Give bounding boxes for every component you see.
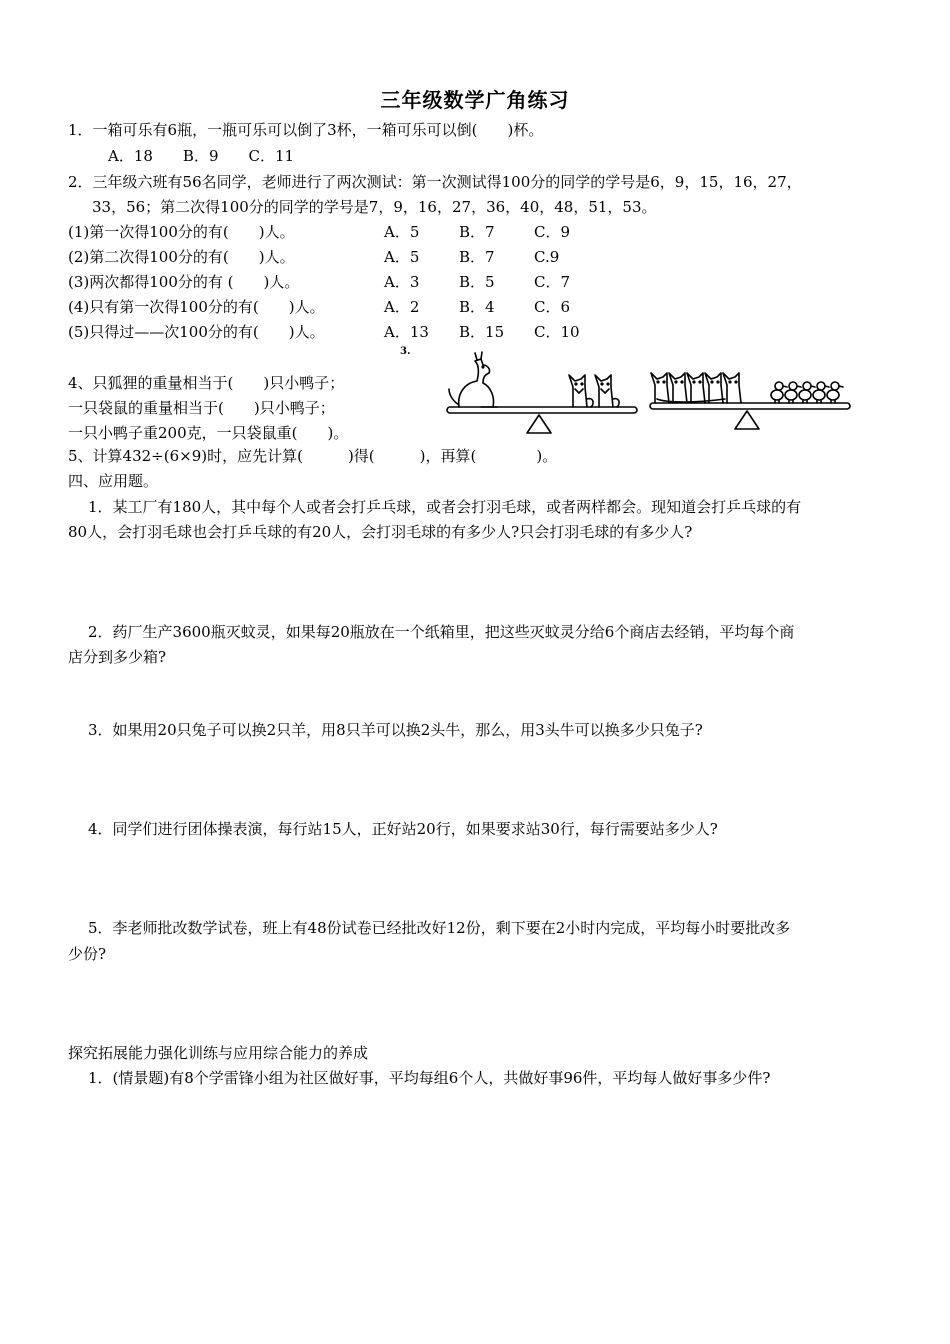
- question-2-line-2: 33，56；第二次得100分的同学的学号是7，9，16，27，36，40，48，51，53。: [92, 198, 657, 216]
- application-question-5-line-1: 5．李老师批改数学试卷，班上有48份试卷已经批改好12份，剩下要在2小时内完成，平均每小时要批改多: [88, 919, 791, 937]
- application-question-4: 4．同学们进行团体操表演，每行站15人，正好站20行，如果要求站30行，每行需要站多少人?: [88, 820, 718, 838]
- question-4-line-1: 4、只狐狸的重量相当于( )只小鸭子；: [68, 374, 345, 392]
- fox-icon: [723, 373, 741, 403]
- fox-icon: [705, 373, 723, 403]
- option-b: B．7: [459, 248, 495, 266]
- option-c: C．7: [534, 273, 571, 291]
- question-1-options: A．18 B．9 C．11: [108, 147, 295, 165]
- question-4-line-3: 一只小鸭子重200克，一只袋鼠重( )。: [68, 424, 349, 442]
- application-question-1-line-1: 1．某工厂有180人，其中每个人或者会打乒乓球，或者会打羽毛球，或者两样都会。现知道会打乒乓球的有: [88, 498, 802, 516]
- application-question-2-line-1: 2．药厂生产3600瓶灭蚊灵，如果每20瓶放在一个纸箱里，把这些灭蚊灵分给6个商店去经销，平均每个商: [88, 623, 795, 641]
- fox-icon: [569, 375, 593, 407]
- option-b: B．7: [459, 223, 495, 241]
- option-a: A．2: [384, 298, 420, 316]
- option-b: B．4: [459, 298, 495, 316]
- question-4-line-2: 一只袋鼠的重量相当于( )只小鸭子；: [68, 399, 335, 417]
- application-question-5-line-2: 少份?: [68, 945, 107, 963]
- duck-icon: [813, 382, 829, 403]
- figure-number: 3.: [400, 346, 411, 357]
- question-2-line-1: 2．三年级六班有56名同学，老师进行了两次测试：第一次测试得100分的同学的学号是6，9，15，16，27，: [68, 173, 802, 191]
- fox-icon: [595, 375, 619, 407]
- duck-icon: [771, 382, 787, 403]
- option-a: A．3: [384, 273, 420, 291]
- balance-scales-figure: [395, 343, 865, 443]
- sub-question-1: (1)第一次得100分的有( )人。: [68, 223, 295, 241]
- question-5: 5、计算432÷(6×9)时，应先计算( )得( )，再算( )。: [68, 447, 558, 465]
- extension-question-1: 1．(情景题)有8个学雷锋小组为社区做好事，平均每组6个人，共做好事96件，平均每人做好事多少件?: [88, 1069, 771, 1087]
- option-b: B．15: [459, 323, 505, 341]
- option-c: C．9: [534, 223, 571, 241]
- page-title: 三年级数学广角练习: [380, 88, 570, 112]
- balance-scale-foxes-ducks: [650, 373, 850, 429]
- option-a: A．5: [384, 223, 420, 241]
- balance-scale-kangaroo-foxes: [447, 352, 637, 433]
- option-c: C．6: [534, 298, 571, 316]
- extension-heading: 探究拓展能力强化训练与应用综合能力的养成: [68, 1044, 369, 1062]
- duck-icon: [799, 382, 815, 403]
- sub-question-2: (2)第二次得100分的有( )人。: [68, 248, 295, 266]
- option-a: A．5: [384, 248, 420, 266]
- fox-icon: [687, 373, 705, 403]
- option-c: C.9: [534, 248, 560, 266]
- kangaroo-icon: [449, 352, 497, 407]
- fox-icon: [669, 373, 687, 403]
- section-4-heading: 四、应用题。: [68, 472, 159, 490]
- option-a: A．13: [384, 323, 429, 341]
- application-question-2-line-2: 店分到多少箱?: [68, 648, 167, 666]
- question-1: 1．一箱可乐有6瓶，一瓶可乐可以倒了3杯，一箱可乐可以倒( )杯。: [68, 121, 544, 139]
- application-question-3: 3．如果用20只兔子可以换2只羊，用8只羊可以换2头牛，那么，用3头牛可以换多少只兔子?: [88, 721, 703, 739]
- sub-question-4: (4)只有第一次得100分的有( )人。: [68, 298, 325, 316]
- option-b: B．5: [459, 273, 495, 291]
- option-c: C．10: [534, 323, 580, 341]
- duck-icon: [785, 382, 801, 403]
- sub-question-3: (3)两次都得100分的有 ( )人。: [68, 273, 300, 291]
- sub-question-5: (5)只得过——次100分的有( )人。: [68, 323, 325, 341]
- application-question-1-line-2: 80人，会打羽毛球也会打乒乓球的有20人，会打羽毛球的有多少人?只会打羽毛球的有多少人?: [68, 523, 693, 541]
- fox-icon: [651, 373, 669, 403]
- duck-icon: [827, 382, 843, 403]
